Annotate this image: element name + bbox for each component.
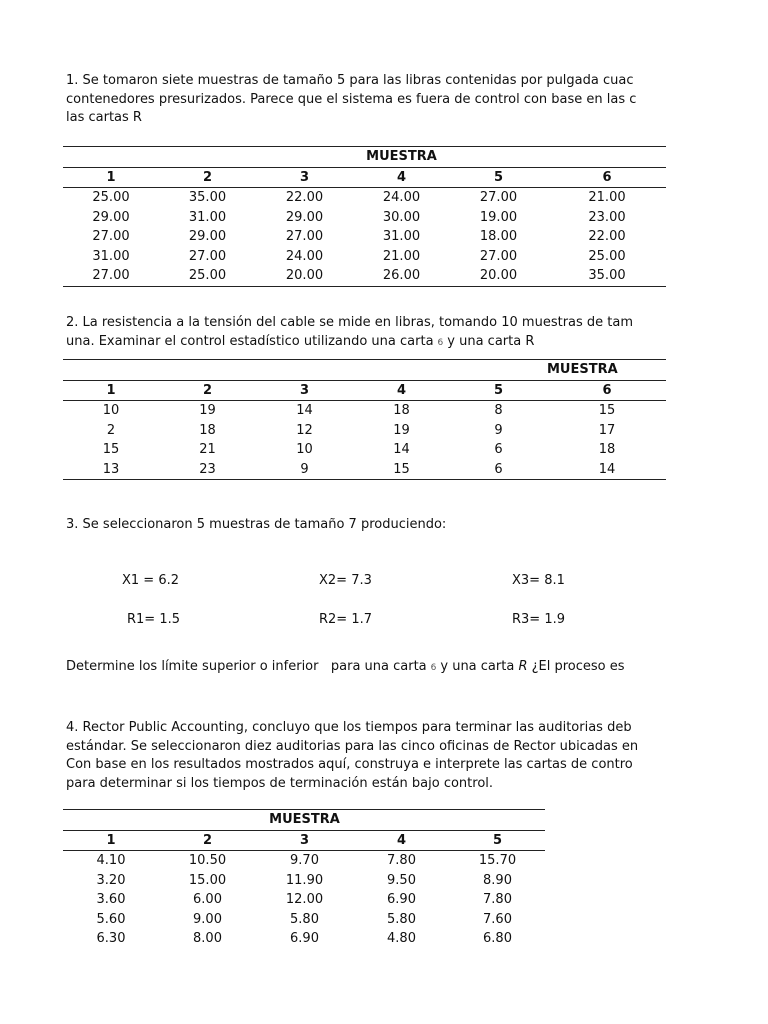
column-header: 3 xyxy=(256,167,353,188)
column-header: 6 xyxy=(547,380,666,401)
table-cell: 9 xyxy=(494,422,503,438)
column-header: 4 xyxy=(353,380,450,401)
table-cell: 35.00 xyxy=(547,266,666,286)
table-row xyxy=(63,421,666,441)
table-cell: 14 xyxy=(296,403,313,418)
table-cell: 21 xyxy=(199,442,216,457)
problem-1-line: 1. Se tomaron siete muestras de tamaño 5 para las libras contenidas por pulgada cuac xyxy=(66,73,634,88)
table-cell: 9 xyxy=(256,460,353,480)
problem-1-text xyxy=(66,72,666,128)
column-header: 6 xyxy=(547,167,666,188)
table-cell: 9.70 xyxy=(290,853,319,868)
table-cell: 29.00 xyxy=(285,209,324,225)
problem-1-table xyxy=(63,146,666,287)
column-header: 5 xyxy=(450,380,547,401)
problem-2-line: una. Examinar el control estadístico utilizando una carta 6 y una carta R xyxy=(66,333,535,349)
table-cell: 8.00 xyxy=(193,931,222,946)
x3-value: X3= 8.1 xyxy=(512,573,565,588)
table-cell: 7.80 xyxy=(387,853,416,868)
column-header: 4 xyxy=(353,830,450,851)
r2-value: R2= 1.7 xyxy=(319,612,373,627)
table-row xyxy=(63,910,545,930)
table-cell: 24.00 xyxy=(285,248,324,264)
table-cell: 8.90 xyxy=(483,872,512,888)
table-cell: 6.00 xyxy=(193,892,222,907)
table-cell: 27.00 xyxy=(188,248,227,264)
table-row xyxy=(63,188,666,208)
table-row xyxy=(63,247,666,267)
column-header: 1 xyxy=(63,380,159,401)
table-cell: 30.00 xyxy=(382,209,421,225)
table-cell: 27.00 xyxy=(63,266,159,286)
r1-value: R1= 1.5 xyxy=(127,612,181,627)
problem-4-table xyxy=(63,809,545,949)
column-header: 3 xyxy=(256,830,353,851)
table-cell: 5.80 xyxy=(387,911,416,927)
table-cell: 22.00 xyxy=(285,190,324,205)
table-cell: 9.00 xyxy=(193,911,222,927)
table-row xyxy=(63,208,666,228)
table-cell: 6 xyxy=(450,460,547,480)
table-cell: 6.80 xyxy=(483,931,512,946)
table-title: MUESTRA xyxy=(353,147,450,168)
table-title: MUESTRA xyxy=(547,360,666,381)
table-cell: 24.00 xyxy=(382,190,421,205)
column-header: 1 xyxy=(63,830,159,851)
problem-2-line: 2. La resistencia a la tensión del cable se mide en libras, tomando 10 muestras de tam xyxy=(66,315,634,330)
table-cell: 5.80 xyxy=(290,911,319,927)
column-header: 2 xyxy=(159,380,256,401)
table-cell: 25.00 xyxy=(159,266,256,286)
column-header: 2 xyxy=(159,167,256,188)
table-cell: 31.00 xyxy=(382,229,421,244)
column-header: 5 xyxy=(450,167,547,188)
table-cell: 15 xyxy=(353,460,450,480)
table-cell: 21.00 xyxy=(382,248,421,264)
problem-1-line: las cartas R xyxy=(66,110,142,125)
table-cell: 19.00 xyxy=(479,209,518,225)
table-cell: 31.00 xyxy=(188,209,227,225)
table-cell: 20.00 xyxy=(450,266,547,286)
table-cell: 27.00 xyxy=(285,229,324,244)
table-cell: 15.70 xyxy=(478,853,517,868)
table-cell: 19 xyxy=(199,403,216,418)
table-cell: 10 xyxy=(102,403,120,418)
table-cell: 22.00 xyxy=(588,229,626,244)
problem-4-line: Con base en los resultados mostrados aquí, construya e interprete las cartas de contro xyxy=(66,757,633,772)
table-cell: 25.00 xyxy=(588,248,626,264)
table-cell: 18 xyxy=(199,422,216,438)
problem-1-line: contenedores presurizados. Parece que el sistema es fuera de control con base en las c xyxy=(66,91,637,107)
table-cell: 12 xyxy=(296,422,313,438)
x2-value: X2= 7.3 xyxy=(319,573,372,588)
r3-value: R3= 1.9 xyxy=(512,612,566,627)
problem-4-line: 4. Rector Public Accounting, concluyo que los tiempos para terminar las auditorias deb xyxy=(66,720,632,735)
table-cell: 23 xyxy=(159,460,256,480)
table-cell: 15 xyxy=(102,442,120,457)
table-cell: 8 xyxy=(494,403,503,418)
table-cell: 10 xyxy=(296,442,313,457)
table-row xyxy=(63,401,666,421)
problem-3-question: Determine los límite superior o inferior para una carta 6 y una carta R ¿El proceso es xyxy=(66,659,625,674)
table-row xyxy=(63,227,666,247)
table-title: MUESTRA xyxy=(256,810,353,831)
table-cell: 7.80 xyxy=(483,892,512,907)
table-cell: 6.90 xyxy=(387,892,416,907)
table-cell: 11.90 xyxy=(285,872,324,888)
problem-2-table xyxy=(63,359,666,480)
table-cell: 18.00 xyxy=(479,229,518,244)
table-cell: 4.80 xyxy=(387,931,416,946)
table-cell: 27.00 xyxy=(479,190,518,205)
x1-value: X1 = 6.2 xyxy=(122,573,180,588)
table-cell: 10.50 xyxy=(188,853,227,868)
column-header: 1 xyxy=(63,167,159,188)
table-cell: 14 xyxy=(547,460,666,480)
table-cell: 31.00 xyxy=(92,248,130,264)
xbar-symbol: 6 xyxy=(430,663,437,673)
problem-4-text xyxy=(66,719,666,793)
column-header: 5 xyxy=(450,830,545,851)
table-cell: 4.10 xyxy=(96,853,126,868)
table-cell: 27.00 xyxy=(92,229,130,244)
table-row xyxy=(63,890,545,910)
table-cell: 6 xyxy=(494,442,503,457)
table-cell: 29.00 xyxy=(188,229,227,244)
table-cell: 29.00 xyxy=(92,209,130,225)
table-cell: 21.00 xyxy=(588,190,626,205)
table-cell: 26.00 xyxy=(353,266,450,286)
table-row xyxy=(63,440,666,460)
table-cell: 18 xyxy=(393,403,410,418)
table-cell: 18 xyxy=(598,442,616,457)
column-header: 4 xyxy=(353,167,450,188)
table-cell: 9.50 xyxy=(387,872,416,888)
table-row xyxy=(63,460,666,480)
table-cell: 25.00 xyxy=(92,190,130,205)
table-cell: 19 xyxy=(393,422,410,438)
problem-4-line: para determinar si los tiempos de terminación están bajo control. xyxy=(66,775,494,791)
column-header: 2 xyxy=(159,830,256,851)
table-cell: 27.00 xyxy=(479,248,518,264)
table-cell: 7.60 xyxy=(483,911,512,927)
table-cell: 13 xyxy=(63,460,159,480)
table-cell: 6.30 xyxy=(96,931,126,946)
table-cell: 14 xyxy=(393,442,410,457)
problem-3-intro: 3. Se seleccionaron 5 muestras de tamaño 7 produciendo: xyxy=(66,517,447,532)
table-cell: 20.00 xyxy=(256,266,353,286)
table-cell: 15 xyxy=(598,403,616,418)
table-cell: 3.20 xyxy=(96,872,126,888)
table-row xyxy=(63,851,545,871)
table-cell: 23.00 xyxy=(588,209,626,225)
table-cell: 17 xyxy=(598,422,616,438)
xbar-symbol: 6 xyxy=(437,337,444,348)
table-cell: 35.00 xyxy=(188,190,227,205)
table-cell: 15.00 xyxy=(188,872,227,888)
table-row xyxy=(63,929,545,949)
table-cell: 2 xyxy=(106,422,116,438)
problem-2-text xyxy=(66,314,666,352)
table-cell: 3.60 xyxy=(96,892,126,907)
table-cell: 5.60 xyxy=(96,911,126,927)
table-cell: 12.00 xyxy=(285,892,324,907)
table-row xyxy=(63,266,666,286)
problem-4-line: estándar. Se seleccionaron diez auditorias para las cinco oficinas de Rector ubicadas en xyxy=(66,738,639,754)
table-row xyxy=(63,871,545,891)
table-cell: 6.90 xyxy=(290,931,319,946)
column-header: 3 xyxy=(256,380,353,401)
